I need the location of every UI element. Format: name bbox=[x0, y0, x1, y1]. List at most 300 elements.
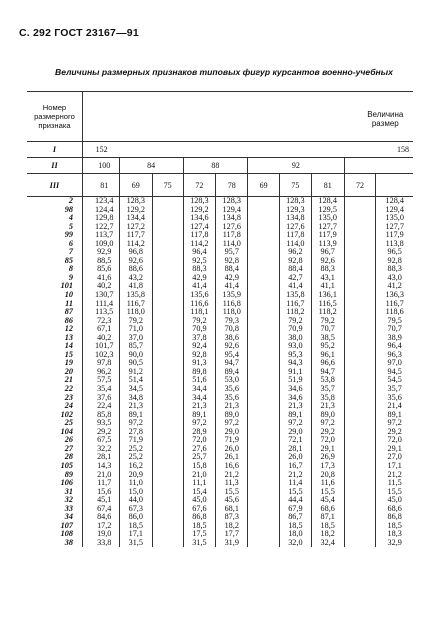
table-cell: 93,5 bbox=[97, 418, 112, 428]
table-row bbox=[27, 402, 413, 411]
table-cell: 79,5 bbox=[376, 317, 413, 326]
table-cell: 88,3 bbox=[311, 265, 344, 274]
table-cell: 21,2 bbox=[216, 471, 248, 480]
table-row bbox=[27, 257, 413, 266]
table-cell: 37,0 bbox=[119, 334, 152, 343]
row-id: 21 bbox=[64, 375, 73, 385]
table-cell: 26,0 bbox=[216, 445, 248, 454]
table-cell: 20,8 bbox=[311, 471, 344, 480]
table-cell: 88,5 bbox=[97, 255, 112, 265]
table-cell: 41,4 bbox=[183, 282, 216, 291]
table-cell: 92,6 bbox=[311, 257, 344, 266]
table-cell: 26,9 bbox=[311, 453, 344, 462]
table-row bbox=[27, 513, 413, 522]
table-cell: 53,8 bbox=[311, 376, 344, 385]
table-cell: 97,2 bbox=[376, 419, 413, 428]
table-cell: 29,1 bbox=[376, 445, 413, 454]
table-cell: 38,6 bbox=[216, 334, 248, 343]
table-cell: 86,7 bbox=[279, 513, 311, 522]
table-cell: 135,8 bbox=[279, 291, 311, 300]
table-row bbox=[27, 231, 413, 240]
table-cell: 32,4 bbox=[311, 539, 344, 548]
table-cell: 79,2 bbox=[311, 317, 344, 326]
table-cell: 86,8 bbox=[376, 513, 413, 522]
table-cell: 88,3 bbox=[376, 265, 413, 274]
table-cell: 111,4 bbox=[95, 298, 114, 308]
table-cell: 88,4 bbox=[279, 265, 311, 274]
table-cell: 135,9 bbox=[216, 291, 248, 300]
header-II-100: 100 bbox=[90, 158, 120, 174]
table-cell: 84,6 bbox=[97, 512, 112, 522]
table-cell: 45,1 bbox=[97, 495, 112, 505]
table-cell: 96,3 bbox=[376, 351, 413, 360]
table-cell: 35,4 bbox=[97, 384, 112, 394]
table-cell: 89,8 bbox=[183, 368, 216, 377]
table-cell: 94,3 bbox=[279, 359, 311, 368]
row-id: 14 bbox=[64, 341, 73, 351]
table-cell: 72,0 bbox=[183, 436, 216, 445]
table-cell: 16,2 bbox=[119, 462, 152, 471]
table-cell: 128,3 bbox=[279, 197, 311, 206]
table-cell: 88,6 bbox=[119, 265, 152, 274]
table-cell: 35,8 bbox=[311, 394, 344, 403]
table-row bbox=[27, 385, 413, 394]
table-cell: 25,2 bbox=[119, 445, 152, 454]
table-cell: 29,2 bbox=[376, 428, 413, 437]
table-cell: 90,5 bbox=[119, 359, 152, 368]
table-row bbox=[27, 214, 413, 223]
table-cell: 34,6 bbox=[279, 394, 311, 403]
table-row bbox=[27, 436, 413, 445]
table-cell: 11,6 bbox=[311, 479, 344, 488]
table-cell: 86,0 bbox=[119, 513, 152, 522]
table-cell: 18,5 bbox=[311, 522, 344, 531]
table-cell: 136,3 bbox=[376, 291, 413, 300]
table-cell: 33,8 bbox=[97, 537, 112, 547]
table-cell: 34,6 bbox=[279, 385, 311, 394]
row-id: 15 bbox=[64, 349, 73, 359]
table-cell: 26,0 bbox=[279, 453, 311, 462]
table-cell: 85,6 bbox=[97, 264, 112, 274]
table-cell: 67,9 bbox=[279, 505, 311, 514]
header-II-84: 84 bbox=[119, 158, 183, 174]
table-cell: 14,3 bbox=[97, 460, 112, 470]
table-cell: 89,1 bbox=[376, 411, 413, 420]
table-cell: 29,0 bbox=[216, 428, 248, 437]
table-cell: 72,0 bbox=[311, 436, 344, 445]
table-cell: 89,1 bbox=[183, 411, 216, 420]
table-cell: 11,7 bbox=[97, 478, 112, 488]
row-id: 38 bbox=[64, 537, 73, 547]
table-cell: 89,1 bbox=[279, 411, 311, 420]
row-id: 25 bbox=[64, 418, 73, 428]
table-row bbox=[27, 376, 413, 385]
table-cell: 41,1 bbox=[311, 282, 344, 291]
table-cell: 113,7 bbox=[95, 230, 114, 240]
table-cell: 34,8 bbox=[119, 394, 152, 403]
table-cell: 134,8 bbox=[279, 214, 311, 223]
table-cell: 16,7 bbox=[279, 462, 311, 471]
row-id: 19 bbox=[64, 358, 73, 368]
row-id: 7 bbox=[68, 247, 73, 257]
row-id: 27 bbox=[64, 443, 73, 453]
row-id: 106 bbox=[60, 478, 73, 488]
table-cell: 25,2 bbox=[119, 453, 152, 462]
table-cell: 114,2 bbox=[119, 240, 152, 249]
row-id: 98 bbox=[64, 204, 73, 214]
table-cell: 95,3 bbox=[279, 351, 311, 360]
table-cell: 134,8 bbox=[216, 214, 248, 223]
row-id: 26 bbox=[64, 435, 73, 445]
table-cell: 114,0 bbox=[279, 240, 311, 249]
table-cell: 96,8 bbox=[119, 248, 152, 257]
table-row bbox=[27, 206, 413, 215]
table-cell: 95,7 bbox=[216, 248, 248, 257]
table-cell: 136,1 bbox=[311, 291, 344, 300]
table-cell: 97,2 bbox=[311, 419, 344, 428]
row-id: 4 bbox=[68, 213, 73, 223]
row-id: 85 bbox=[64, 255, 73, 265]
table-cell: 128,4 bbox=[311, 197, 344, 206]
table-cell: 129,3 bbox=[279, 206, 311, 215]
table-cell: 123,4 bbox=[95, 196, 114, 205]
table-cell: 116,7 bbox=[279, 300, 311, 309]
table-row bbox=[27, 419, 413, 428]
row-id: 99 bbox=[64, 230, 73, 240]
table-row bbox=[27, 197, 413, 206]
table-cell: 57,5 bbox=[97, 375, 112, 385]
row-id: 31 bbox=[64, 486, 73, 496]
table-cell: 128,3 bbox=[119, 197, 152, 206]
table-row bbox=[27, 291, 413, 300]
table-cell: 35,7 bbox=[376, 385, 413, 394]
table-cell: 95,2 bbox=[311, 342, 344, 351]
table-cell: 96,5 bbox=[376, 248, 413, 257]
table-cell: 129,4 bbox=[216, 206, 248, 215]
table-cell: 70,8 bbox=[216, 325, 248, 334]
table-cell: 118,2 bbox=[311, 308, 344, 317]
table-cell: 96,2 bbox=[97, 366, 112, 376]
table-cell: 72,0 bbox=[376, 436, 413, 445]
table-cell: 122,7 bbox=[95, 221, 114, 231]
table-cell: 37,6 bbox=[97, 392, 112, 402]
table-cell: 97,2 bbox=[183, 419, 216, 428]
header-row-I bbox=[27, 142, 413, 158]
table-cell: 31,5 bbox=[183, 539, 216, 548]
table-cell: 70,9 bbox=[279, 325, 311, 334]
row-id: 28 bbox=[64, 452, 73, 462]
table-cell: 94,7 bbox=[311, 368, 344, 377]
table-row bbox=[27, 351, 413, 360]
header-III-3: 75 bbox=[152, 174, 183, 197]
table-row bbox=[27, 394, 413, 403]
table-cell: 29,2 bbox=[97, 426, 112, 436]
table-cell: 16,6 bbox=[216, 462, 248, 471]
table-cell: 109,0 bbox=[95, 238, 114, 248]
table-cell: 118,0 bbox=[119, 308, 152, 317]
table-cell: 15,0 bbox=[119, 488, 152, 497]
table-cell: 92,9 bbox=[97, 247, 112, 257]
table-cell: 17,3 bbox=[311, 462, 344, 471]
table-cell: 15,8 bbox=[183, 462, 216, 471]
table-cell: 11,4 bbox=[279, 479, 311, 488]
table-cell: 38,9 bbox=[376, 334, 413, 343]
table-cell: 129,5 bbox=[311, 206, 344, 215]
table-row bbox=[27, 248, 413, 257]
table-cell: 87,1 bbox=[311, 513, 344, 522]
table-cell: 18,5 bbox=[279, 522, 311, 531]
table-cell: 35,7 bbox=[311, 385, 344, 394]
table-cell: 89,0 bbox=[216, 411, 248, 420]
table-row bbox=[27, 240, 413, 249]
table-cell: 68,6 bbox=[376, 505, 413, 514]
table-cell: 94,7 bbox=[216, 359, 248, 368]
table-cell: 28,1 bbox=[279, 445, 311, 454]
table-cell: 129,2 bbox=[119, 206, 152, 215]
table-cell: 15,5 bbox=[376, 488, 413, 497]
row-id: 89 bbox=[64, 469, 73, 479]
table-cell: 67,5 bbox=[97, 435, 112, 445]
table-cell: 129,8 bbox=[95, 213, 114, 223]
table-row bbox=[27, 471, 413, 480]
row-id: 10 bbox=[64, 290, 73, 300]
table-cell: 18,2 bbox=[311, 530, 344, 539]
row-id: 104 bbox=[60, 426, 73, 436]
table-cell: 129,2 bbox=[183, 206, 216, 215]
header-row-III bbox=[27, 174, 413, 197]
header-III-9: 72 bbox=[344, 174, 376, 197]
table-cell: 89,0 bbox=[311, 411, 344, 420]
dimension-table bbox=[27, 91, 413, 547]
table-cell: 91,1 bbox=[279, 368, 311, 377]
table-cell: 29,0 bbox=[279, 428, 311, 437]
table-cell: 35,6 bbox=[376, 394, 413, 403]
table-cell: 92,6 bbox=[119, 257, 152, 266]
row-id: 12 bbox=[64, 324, 73, 334]
table-cell: 97,2 bbox=[119, 419, 152, 428]
row-label-I: I bbox=[27, 142, 82, 158]
table-cell: 96,6 bbox=[311, 359, 344, 368]
header-II-88: 88 bbox=[183, 158, 248, 174]
table-cell: 51,9 bbox=[279, 376, 311, 385]
table-cell: 35,6 bbox=[216, 394, 248, 403]
table-cell: 44,0 bbox=[119, 496, 152, 505]
table-cell: 72,3 bbox=[97, 315, 112, 325]
table-cell: 92,5 bbox=[183, 257, 216, 266]
table-row bbox=[27, 462, 413, 471]
table-cell: 42,7 bbox=[279, 274, 311, 283]
table-row bbox=[27, 308, 413, 317]
table-cell: 117,8 bbox=[279, 231, 311, 240]
table-cell: 130,7 bbox=[95, 290, 114, 300]
table-cell: 21,3 bbox=[119, 402, 152, 411]
table-cell: 97,0 bbox=[376, 359, 413, 368]
table-cell: 70,7 bbox=[376, 325, 413, 334]
table-cell: 128,4 bbox=[376, 197, 413, 206]
table-cell: 118,0 bbox=[216, 308, 248, 317]
table-cell: 22,4 bbox=[97, 401, 112, 411]
table-row bbox=[27, 282, 413, 291]
table-cell: 96,4 bbox=[183, 248, 216, 257]
table-cell: 114,2 bbox=[183, 240, 216, 249]
table-cell: 128,3 bbox=[183, 197, 216, 206]
header-III-6: 69 bbox=[248, 174, 280, 197]
table-row bbox=[27, 368, 413, 377]
table-cell: 17,7 bbox=[216, 530, 248, 539]
header-III-8: 81 bbox=[311, 174, 344, 197]
table-cell: 71,9 bbox=[216, 436, 248, 445]
table-cell: 43,2 bbox=[119, 274, 152, 283]
table-row bbox=[27, 411, 413, 420]
table-cell: 87,3 bbox=[216, 513, 248, 522]
table-row bbox=[27, 359, 413, 368]
table-cell: 101,7 bbox=[95, 341, 114, 351]
table-cell: 67,1 bbox=[97, 324, 112, 334]
table-cell: 38,5 bbox=[311, 334, 344, 343]
table-cell: 135,8 bbox=[119, 291, 152, 300]
table-cell: 92,8 bbox=[279, 257, 311, 266]
table-row bbox=[27, 496, 413, 505]
table-cell: 127,6 bbox=[279, 223, 311, 232]
table-row bbox=[27, 539, 413, 548]
table-cell: 15,4 bbox=[183, 488, 216, 497]
table-cell: 88,4 bbox=[216, 265, 248, 274]
table-cell: 29,1 bbox=[311, 445, 344, 454]
table-cell: 18,5 bbox=[183, 522, 216, 531]
table-cell: 54,5 bbox=[376, 376, 413, 385]
header-I-152: 152 bbox=[90, 142, 312, 158]
table-cell: 124,4 bbox=[95, 204, 114, 214]
table-cell: 117,9 bbox=[311, 231, 344, 240]
table-cell: 27,0 bbox=[376, 453, 413, 462]
table-cell: 118,1 bbox=[183, 308, 216, 317]
table-cell: 117,8 bbox=[216, 231, 248, 240]
table-cell: 134,4 bbox=[119, 214, 152, 223]
table-cell: 32,9 bbox=[376, 539, 413, 548]
value-header: Величина размер bbox=[367, 110, 404, 128]
row-id: 2 bbox=[68, 196, 73, 205]
table-cell: 135,6 bbox=[183, 291, 216, 300]
table-row bbox=[27, 223, 413, 232]
table-cell: 97,2 bbox=[279, 419, 311, 428]
row-id: 9 bbox=[68, 272, 73, 282]
row-id: 13 bbox=[64, 332, 73, 342]
table-cell: 79,2 bbox=[279, 317, 311, 326]
table-cell: 116,6 bbox=[183, 300, 216, 309]
table-cell: 15,5 bbox=[311, 488, 344, 497]
table-cell: 40,2 bbox=[97, 332, 112, 342]
table-cell: 71,0 bbox=[119, 325, 152, 334]
table-row bbox=[27, 317, 413, 326]
table-cell: 45,0 bbox=[376, 496, 413, 505]
table-cell: 96,4 bbox=[376, 342, 413, 351]
table-cell: 32,0 bbox=[279, 539, 311, 548]
table-cell: 42,9 bbox=[216, 274, 248, 283]
table-row bbox=[27, 530, 413, 539]
row-id: 11 bbox=[65, 298, 73, 308]
table-cell: 18,2 bbox=[216, 522, 248, 531]
table-cell: 26,1 bbox=[216, 453, 248, 462]
table-cell: 96,1 bbox=[311, 351, 344, 360]
table-cell: 92,4 bbox=[183, 342, 216, 351]
table-cell: 96,2 bbox=[279, 248, 311, 257]
row-label-III: III bbox=[27, 174, 82, 197]
table-title: Величины размерных признаков типовых фигур курсантов военно-учебных bbox=[55, 67, 393, 77]
table-cell: 127,7 bbox=[376, 223, 413, 232]
table-cell: 117,9 bbox=[376, 231, 413, 240]
table-cell: 91,2 bbox=[119, 368, 152, 377]
table-cell: 89,4 bbox=[216, 368, 248, 377]
table-cell: 117,8 bbox=[183, 231, 216, 240]
header-III-5: 78 bbox=[216, 174, 248, 197]
table-cell: 17,5 bbox=[183, 530, 216, 539]
table-cell: 28,9 bbox=[183, 428, 216, 437]
table-cell: 41,4 bbox=[279, 282, 311, 291]
table-cell: 79,2 bbox=[183, 317, 216, 326]
table-cell: 45,6 bbox=[216, 496, 248, 505]
table-cell: 118,6 bbox=[376, 308, 413, 317]
table-cell: 11,5 bbox=[376, 479, 413, 488]
row-id: 24 bbox=[64, 401, 73, 411]
row-id: 87 bbox=[64, 307, 73, 317]
table-cell: 94,5 bbox=[376, 368, 413, 377]
table-cell: 135,0 bbox=[376, 214, 413, 223]
table-cell: 21,3 bbox=[183, 402, 216, 411]
table-cell: 113,9 bbox=[311, 240, 344, 249]
table-cell: 95,4 bbox=[216, 351, 248, 360]
table-cell: 15,5 bbox=[279, 488, 311, 497]
table-cell: 70,9 bbox=[183, 325, 216, 334]
row-id: 101 bbox=[60, 281, 73, 291]
row-id: 5 bbox=[68, 221, 73, 231]
table-cell: 113,5 bbox=[95, 307, 114, 317]
table-cell: 116,5 bbox=[311, 300, 344, 309]
table-cell: 116,7 bbox=[119, 300, 152, 309]
table-cell: 18,5 bbox=[119, 522, 152, 531]
table-cell: 18,0 bbox=[279, 530, 311, 539]
table-cell: 91,3 bbox=[183, 359, 216, 368]
page-header: С. 292 ГОСТ 23167—91 bbox=[19, 27, 139, 39]
table-cell: 114,0 bbox=[216, 240, 248, 249]
table-cell: 21,3 bbox=[216, 402, 248, 411]
table-row bbox=[27, 325, 413, 334]
table-cell: 27,6 bbox=[183, 445, 216, 454]
table-row bbox=[27, 488, 413, 497]
header-I-158: 158 bbox=[311, 142, 413, 158]
table-cell: 21,3 bbox=[279, 402, 311, 411]
table-cell: 17,1 bbox=[119, 530, 152, 539]
row-id: 33 bbox=[64, 503, 73, 513]
table-cell: 21,3 bbox=[311, 402, 344, 411]
table-cell: 34,4 bbox=[183, 394, 216, 403]
row-id: 105 bbox=[60, 460, 73, 470]
row-id: 23 bbox=[64, 392, 73, 402]
table-cell: 51,4 bbox=[119, 376, 152, 385]
table-cell: 92,8 bbox=[183, 351, 216, 360]
table-cell: 97,2 bbox=[216, 419, 248, 428]
table-cell: 92,8 bbox=[376, 257, 413, 266]
table-cell: 68,6 bbox=[311, 505, 344, 514]
header-row-II bbox=[27, 158, 413, 174]
table-cell: 18,3 bbox=[376, 530, 413, 539]
row-id: 86 bbox=[64, 315, 73, 325]
table-row bbox=[27, 300, 413, 309]
table-cell: 34,4 bbox=[183, 385, 216, 394]
table-cell: 28,1 bbox=[97, 452, 112, 462]
table-cell: 113,8 bbox=[376, 240, 413, 249]
table-cell: 32,2 bbox=[97, 443, 112, 453]
table-cell: 71,9 bbox=[119, 436, 152, 445]
